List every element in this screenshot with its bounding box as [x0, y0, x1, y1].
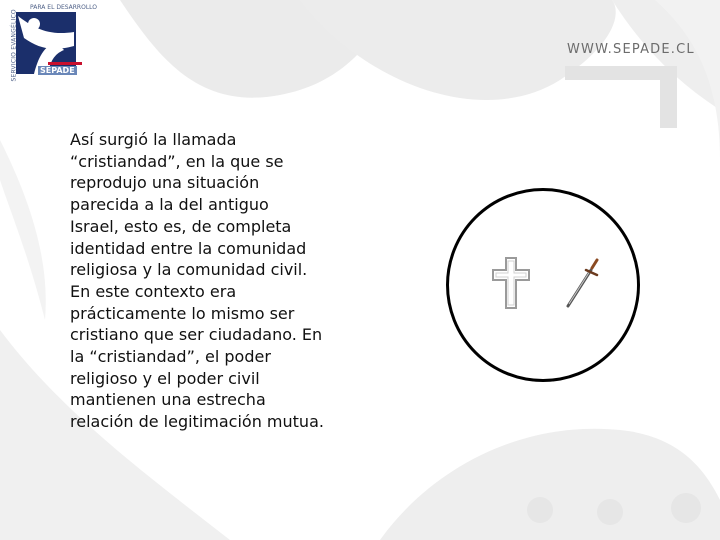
- sepade-logo: [4, 2, 98, 84]
- paragraph-line: la “cristiandad”, el poder: [70, 347, 271, 367]
- paragraph-line: religioso y el poder civil: [70, 368, 260, 388]
- illustration-circle: [446, 188, 640, 382]
- paragraph-line: prácticamente lo mismo ser: [70, 303, 295, 323]
- paragraph-line: relación de legitimación mutua.: [70, 412, 324, 432]
- paragraph-line: Israel, esto es, de completa: [70, 216, 292, 236]
- paragraph-line: parecida a la del antiguo: [70, 195, 269, 215]
- cross-icon: [491, 256, 531, 310]
- paragraph-line: religiosa y la comunidad civil.: [70, 260, 308, 280]
- paragraph-line: cristiano que ser ciudadano. En: [70, 325, 323, 345]
- paragraph-line: En este contexto era: [70, 281, 237, 301]
- paragraph-line: “cristiandad”, en la que se: [70, 151, 284, 171]
- paragraph-line: identidad entre la comunidad: [70, 238, 307, 258]
- logo-vertical-text: SERVICIO EVANGÉLICO: [10, 9, 18, 82]
- sword-icon: [563, 256, 601, 310]
- main-paragraph: [70, 129, 370, 433]
- paragraph-line: Así surgió la llamada: [70, 130, 237, 149]
- paragraph-line: mantienen una estrecha: [70, 390, 266, 410]
- paragraph-line: reprodujo una situación: [70, 173, 260, 193]
- logo-top-text: PARA EL DESARROLLO: [30, 4, 98, 11]
- website-url: WWW.SEPADE.CL: [567, 42, 695, 57]
- logo-name: SEPADE: [40, 66, 75, 75]
